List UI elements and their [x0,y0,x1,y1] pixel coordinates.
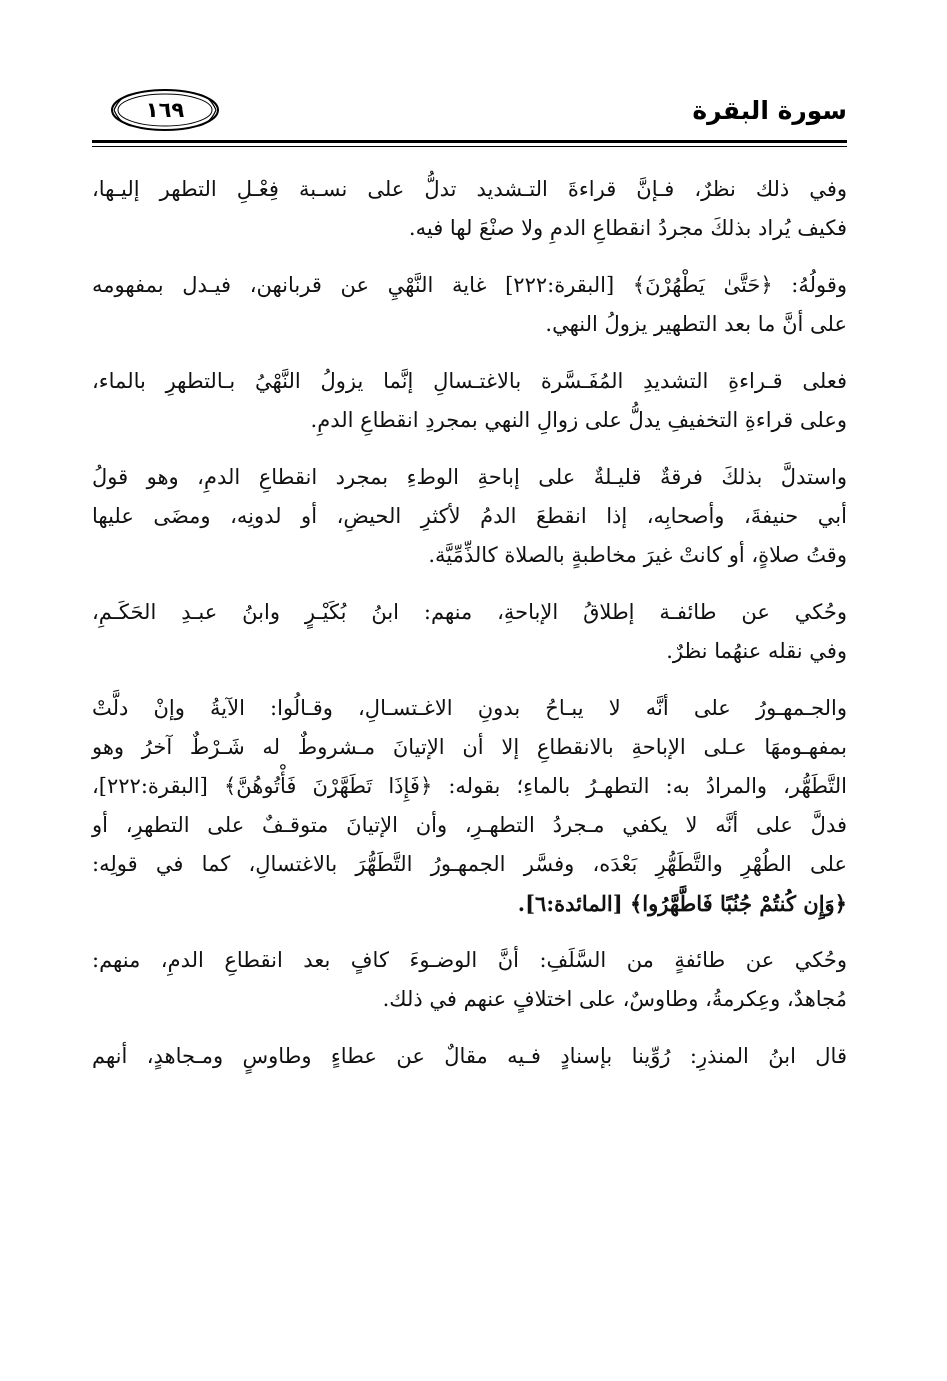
paragraph [92,941,847,1019]
paragraph [92,266,847,344]
header-rule-thin [92,146,847,147]
text-line: مُجاهدٌ، وعِكرمةُ، وطاوسٌ، على اختلافٍ عنهم في ذلك. [382,987,847,1011]
text-line: على الطُهْرِ والتَّطَهُّرِ بَعْدَه، وفسَّر الجمهـورُ التَّطَهُّرَ بالاغتسالِ، كما في قولِه: [92,852,847,876]
page-number: ١٦٩ [145,98,185,122]
paragraph [92,593,847,671]
quran-verse-line: ﴿وَإِن كُنتُمْ جُنُبًا فَاطَّهَّرُوا﴾ [المائدة:٦]. [517,891,847,916]
paragraph [92,170,847,248]
text-line: وحُكي عن طائفةٍ من السَّلَفِ: أنَّ الوضـوءَ كافٍ بعد انقطاعِ الدمِ، منهم: [92,948,847,972]
text-line: قال ابنُ المنذرِ: رُوِّينا بإسنادٍ فـيه مقالٌ عن عطاءٍ وطاوسٍ ومـجاهدٍ، أنهم [92,1044,847,1068]
text-line: وعلى قراءةِ التخفيفِ يدلُّ على زوالِ النهي بمجردِ انقطاعِ الدمِ. [310,408,847,432]
surah-title: سورة البقرة [692,96,847,125]
page-number-badge [110,88,220,132]
text-line: وفي ذلك نظرٌ، فـإنَّ قراءةَ التـشديد تدلُّ على نسـبة فِعْـلِ التطهر إليـها، [92,177,847,201]
text-line: والجـمهـورُ على أنَّه لا يبـاحُ بدونِ الاغـتسـالِ، وقـالُوا: الآيةُ وإنْ دلَّتْ [92,696,847,720]
text-line: أبي حنيفةَ، وأصحابِه، إذا انقطعَ الدمُ لأكثرِ الحيضِ، أو لدونِه، ومضَى عليها [92,504,847,528]
text-line: فعلى قـراءةِ التشديدِ المُفَـسَّرة بالاغتـسالِ إنَّما يزولُ النَّهْيُ بـالتطهرِ بالماء، [92,369,847,393]
text-line: وقتُ صلاةٍ، أو كانتْ غيرَ مخاطبةٍ بالصلاة كالذِّمِّيَّة. [428,543,847,567]
text-line: فدلَّ على أنَّه لا يكفي مـجردُ التطهـرِ، وأن الإتيانَ متوقـفٌ على التطهرِ، أو [92,813,847,837]
text-line: وفي نقله عنهُما نظرٌ. [666,639,847,663]
text-line: فكيف يُراد بذلكَ مجردُ انقطاعِ الدمِ ولا صنْعَ لها فيه. [408,216,847,240]
text-line: واستدلَّ بذلكَ فرقةٌ قليـلةٌ على إباحةِ الوطءِ بمجرد انقطاعِ الدمِ، وهو قولُ [92,465,847,489]
text-line: بمفهـومهَا عـلى الإباحةِ بالانقطاعِ إلا أن الإتيانَ مـشروطٌ له شَـرْطٌ آخرُ وهو [92,735,847,759]
paragraph [92,689,847,923]
page-header [92,82,847,144]
paragraph [92,1037,847,1076]
text-line: التَّطَهُّر، والمرادُ به: التطهـرُ بالماءِ؛ بقوله: ﴿فَإِذَا تَطَهَّرْنَ فَأْتُوهُنَّ﴾ [البقرة:٢٢٢]، [92,774,847,798]
body-text [92,170,847,1094]
paragraph [92,362,847,440]
paragraph [92,458,847,575]
text-line: وحُكي عن طائفـة إطلاقُ الإباحةِ، منهم: ابنُ بُكَيْـرٍ وابنُ عبـدِ الحَكَـمِ، [92,600,847,624]
text-line: وقولُهُ: ﴿حَتَّىٰ يَطْهُرْنَ﴾ [البقرة:٢٢٢] غاية النَّهْيِ عن قربانهن، فيـدل بمفهومه [92,273,848,297]
header-rule-thick [92,140,847,143]
text-line: على أنَّ ما بعد التطهير يزولُ النهي. [545,312,847,336]
